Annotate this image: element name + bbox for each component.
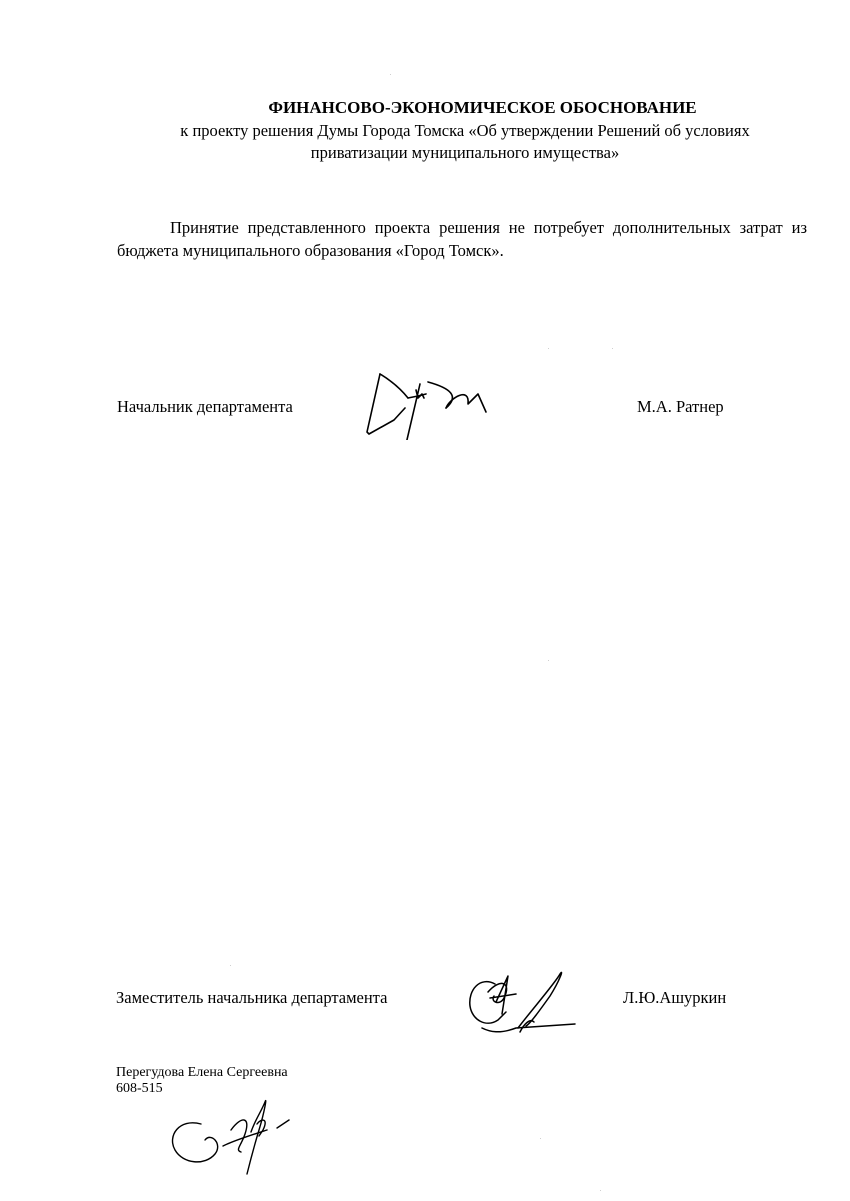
signatory-1-position: Начальник департамента	[117, 397, 293, 416]
document-title: ФИНАНСОВО-ЭКОНОМИЧЕСКОЕ ОБОСНОВАНИЕ	[268, 98, 697, 117]
scan-speck	[548, 660, 549, 661]
scan-speck	[612, 348, 613, 349]
executor-handwritten-signature-icon	[165, 1090, 300, 1180]
scan-speck	[548, 348, 549, 349]
scan-speck	[600, 1190, 601, 1191]
signature-2-handwritten-signature-icon	[460, 962, 585, 1037]
executor-name: Перегудова Елена Сергеевна	[116, 1065, 288, 1080]
signatory-1-name: М.А. Ратнер	[637, 397, 724, 416]
signature-1-handwritten-signature-icon	[360, 368, 495, 440]
subtitle-line-1: к проекту решения Думы Города Томска «Об утверждении Решений об условиях	[180, 121, 750, 140]
scan-speck	[540, 1138, 541, 1139]
executor-phone: 608-515	[116, 1081, 163, 1096]
body-paragraph: Принятие представленного проекта решения не потребует дополнительных затрат из бюджета муниципального образования «Город Томск».	[117, 218, 807, 260]
subtitle-line-2: приватизации муниципального имущества»	[310, 143, 620, 162]
signatory-2-name: Л.Ю.Ашуркин	[623, 988, 727, 1007]
document-subtitle	[150, 120, 780, 164]
scan-speck	[390, 74, 391, 75]
scan-speck	[230, 965, 231, 966]
signatory-2-position: Заместитель начальника департамента	[116, 988, 388, 1007]
